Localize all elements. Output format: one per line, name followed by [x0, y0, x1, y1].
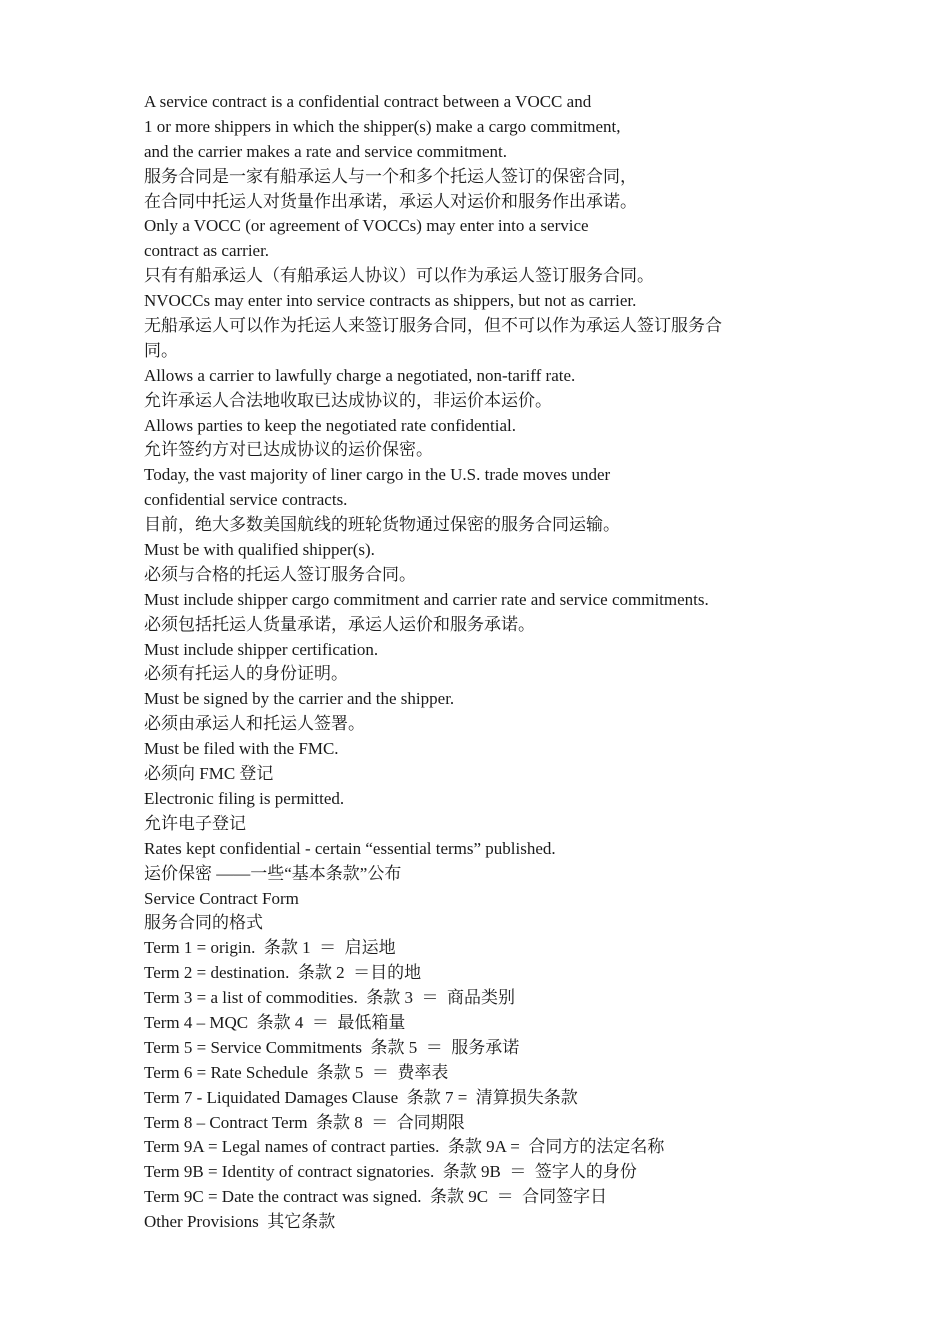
- text-line: 必须有托运人的身份证明。: [144, 664, 348, 684]
- text-line: 在合同中托运人对货量作出承诺，承运人对运价和服务作出承诺。: [144, 191, 637, 211]
- text-line: 运价保密 ——一些“基本条款”公布: [144, 863, 402, 883]
- text-line: Rates kept confidential - certain “essential terms” published.: [144, 838, 556, 858]
- term-line: Term 3 = a list of commodities. 条款 3 ＝ 商品类别: [144, 988, 516, 1008]
- section-heading: Service Contract Form: [144, 888, 299, 908]
- term-line: Term 6 = Rate Schedule 条款 5 ＝ 费率表: [144, 1062, 449, 1082]
- text-line: 必须与合格的托运人签订服务合同。: [144, 564, 416, 584]
- text-line: and the carrier makes a rate and service commitment.: [144, 141, 507, 161]
- term-line: Term 1 = origin. 条款 1 ＝ 启运地: [144, 938, 396, 958]
- text-line: 服务合同是一家有船承运人与一个和多个托运人签订的保密合同，: [144, 166, 637, 186]
- term-line: Term 2 = destination. 条款 2 ＝目的地: [144, 963, 422, 983]
- term-line: Term 7 - Liquidated Damages Clause 条款 7 = 清算损失条款: [144, 1087, 578, 1107]
- text-line: contract as carrier.: [144, 241, 270, 261]
- text-line: Must include shipper cargo commitment and carrier rate and service commitments.: [144, 589, 709, 609]
- section-heading: 服务合同的格式: [144, 913, 263, 933]
- text-line: Must be filed with the FMC.: [144, 739, 339, 759]
- text-line: Allows parties to keep the negotiated rate confidential.: [144, 415, 516, 435]
- text-line: confidential service contracts.: [144, 490, 348, 510]
- text-line: 必须向 FMC 登记: [144, 764, 274, 784]
- text-line: Allows a carrier to lawfully charge a negotiated, non-tariff rate.: [144, 365, 576, 385]
- text-line: Must be signed by the carrier and the shipper.: [144, 689, 455, 709]
- text-line: A service contract is a confidential contract between a VOCC and: [144, 92, 592, 111]
- text-line: 同。: [144, 340, 178, 360]
- text-line: NVOCCs may enter into service contracts as shippers, but not as carrier.: [144, 291, 637, 311]
- text-line: 必须包括托运人货量承诺，承运人运价和服务承诺。: [144, 614, 535, 634]
- text-line: Only a VOCC (or agreement of VOCCs) may enter into a service: [144, 216, 589, 236]
- text-line: Today, the vast majority of liner cargo in the U.S. trade moves under: [144, 465, 611, 485]
- text-line: 无船承运人可以作为托运人来签订服务合同，但不可以作为承运人签订服务合: [144, 316, 722, 336]
- term-line: Term 5 = Service Commitments 条款 5 ＝ 服务承诺: [144, 1037, 520, 1057]
- term-line: Term 9A = Legal names of contract parties. 条款 9A = 合同方的法定名称: [144, 1137, 665, 1157]
- text-line: Must include shipper certification.: [144, 639, 379, 659]
- document-body: [144, 90, 824, 1235]
- text-line: 允许签约方对已达成协议的运价保密。: [144, 440, 433, 460]
- text-line: 目前，绝大多数美国航线的班轮货物通过保密的服务合同运输。: [144, 515, 620, 535]
- term-line: Term 4 – MQC 条款 4 ＝ 最低箱量: [144, 1012, 406, 1032]
- text-line: Electronic filing is permitted.: [144, 788, 345, 808]
- text-line: 必须由承运人和托运人签署。: [144, 714, 365, 734]
- term-line: Term 9B = Identity of contract signatories. 条款 9B ＝ 签字人的身份: [144, 1162, 637, 1182]
- text-line: 允许电子登记: [144, 813, 246, 833]
- text-line: Must be with qualified shipper(s).: [144, 540, 375, 560]
- text-line: 允许承运人合法地收取已达成协议的，非运价本运价。: [144, 390, 552, 410]
- term-line: Other Provisions 其它条款: [144, 1212, 336, 1232]
- text-line: 只有有船承运人（有船承运人协议）可以作为承运人签订服务合同。: [144, 266, 654, 286]
- text-line: 1 or more shippers in which the shipper(s) make a cargo commitment,: [144, 116, 621, 136]
- term-line: Term 9C = Date the contract was signed. 条款 9C ＝ 合同签字日: [144, 1187, 608, 1207]
- term-line: Term 8 – Contract Term 条款 8 ＝ 合同期限: [144, 1112, 465, 1132]
